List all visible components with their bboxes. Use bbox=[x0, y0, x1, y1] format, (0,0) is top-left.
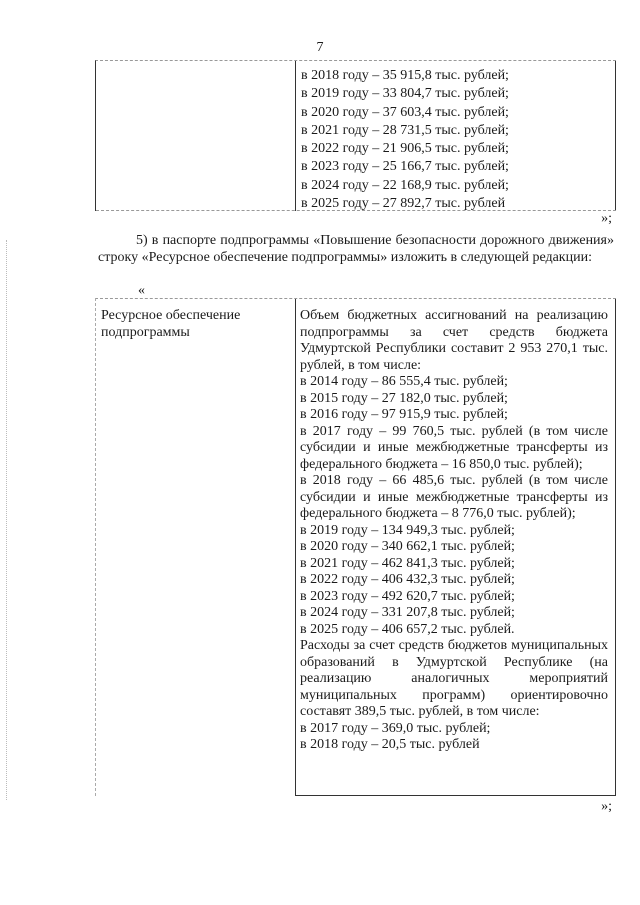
year-line: в 2017 году – 369,0 тыс. рублей; bbox=[300, 720, 491, 736]
closing-quote: »; bbox=[601, 799, 612, 814]
amendment-paragraph: 5) в паспорте подпрограммы «Повышение безопасности дорожного движения» строку «Ресурсное обеспечение подпрограммы» изложить в следующей редакции: bbox=[98, 233, 614, 265]
year-line: в 2017 году – 99 760,5 тыс. рублей (в том числе субсидии и иные межбюджетные трансферты из федерального бюджета – 16 850,0 тыс. рублей); bbox=[300, 423, 608, 472]
year-line: в 2023 году – 25 166,7 тыс. рублей; bbox=[301, 159, 509, 175]
year-line: в 2022 году – 21 906,5 тыс. рублей; bbox=[301, 141, 509, 157]
resource-table-continued bbox=[95, 60, 616, 211]
year-line: в 2019 году – 33 804,7 тыс. рублей; bbox=[301, 86, 509, 102]
year-line: в 2018 году – 35 915,8 тыс. рублей; bbox=[301, 68, 509, 83]
year-line: в 2016 году – 97 915,9 тыс. рублей; bbox=[300, 407, 508, 422]
municipal-expenses: Расходы за счет средств бюджетов муниципальных образований в Удмуртской Республике (на реализацию аналогичных мероприятий муниципальных программ) ориентировочно составят 389,5 тыс. рублей, в том числе: bbox=[300, 638, 608, 719]
year-line: в 2019 году – 134 949,3 тыс. рублей; bbox=[300, 522, 515, 538]
column-divider bbox=[295, 299, 296, 796]
year-line: в 2023 году – 492 620,7 тыс. рублей; bbox=[300, 588, 515, 604]
row-label-cell: Ресурсное обеспечение подпрограммы bbox=[101, 308, 241, 340]
year-line: в 2025 году – 406 657,2 тыс. рублей. bbox=[300, 621, 515, 637]
scan-margin-mark bbox=[6, 240, 8, 800]
year-line: в 2022 году – 406 432,3 тыс. рублей; bbox=[300, 572, 515, 587]
year-line: в 2021 году – 28 731,5 тыс. рублей; bbox=[301, 122, 509, 138]
row-content-cell bbox=[300, 308, 608, 754]
funding-intro: Объем бюджетных ассигнований на реализацию подпрограммы за счет средств бюджета Удмуртской Республики составит 2 953 270,1 тыс. рублей, в том числе: bbox=[300, 308, 608, 373]
year-line: в 2020 году – 340 662,1 тыс. рублей; bbox=[300, 539, 515, 554]
table-right-border bbox=[615, 61, 616, 211]
year-line: в 2020 году – 37 603,4 тыс. рублей; bbox=[301, 104, 509, 120]
year-line: в 2024 году – 331 207,8 тыс. рублей; bbox=[300, 605, 515, 620]
funding-by-year-cell bbox=[301, 67, 610, 213]
resource-support-table bbox=[95, 298, 616, 796]
table-right-border bbox=[615, 299, 616, 796]
year-line: в 2021 году – 462 841,3 тыс. рублей; bbox=[300, 555, 515, 571]
year-line: в 2015 году – 27 182,0 тыс. рублей; bbox=[300, 390, 508, 406]
page-number: 7 bbox=[316, 40, 324, 55]
closing-quote: »; bbox=[601, 211, 612, 226]
opening-quote: « bbox=[138, 283, 145, 298]
year-line: в 2018 году – 66 485,6 тыс. рублей (в том числе субсидии и иные межбюджетные трансферты из федерального бюджета – 8 776,0 тыс. рублей); bbox=[300, 473, 608, 521]
column-divider bbox=[295, 61, 296, 211]
table-bottom-border bbox=[295, 795, 616, 796]
year-line: в 2014 году – 86 555,4 тыс. рублей; bbox=[300, 374, 508, 389]
year-line: в 2024 году – 22 168,9 тыс. рублей; bbox=[301, 177, 509, 193]
year-line: в 2025 году – 27 892,7 тыс. рублей bbox=[301, 196, 506, 212]
year-line: в 2018 году – 20,5 тыс. рублей bbox=[300, 737, 480, 752]
